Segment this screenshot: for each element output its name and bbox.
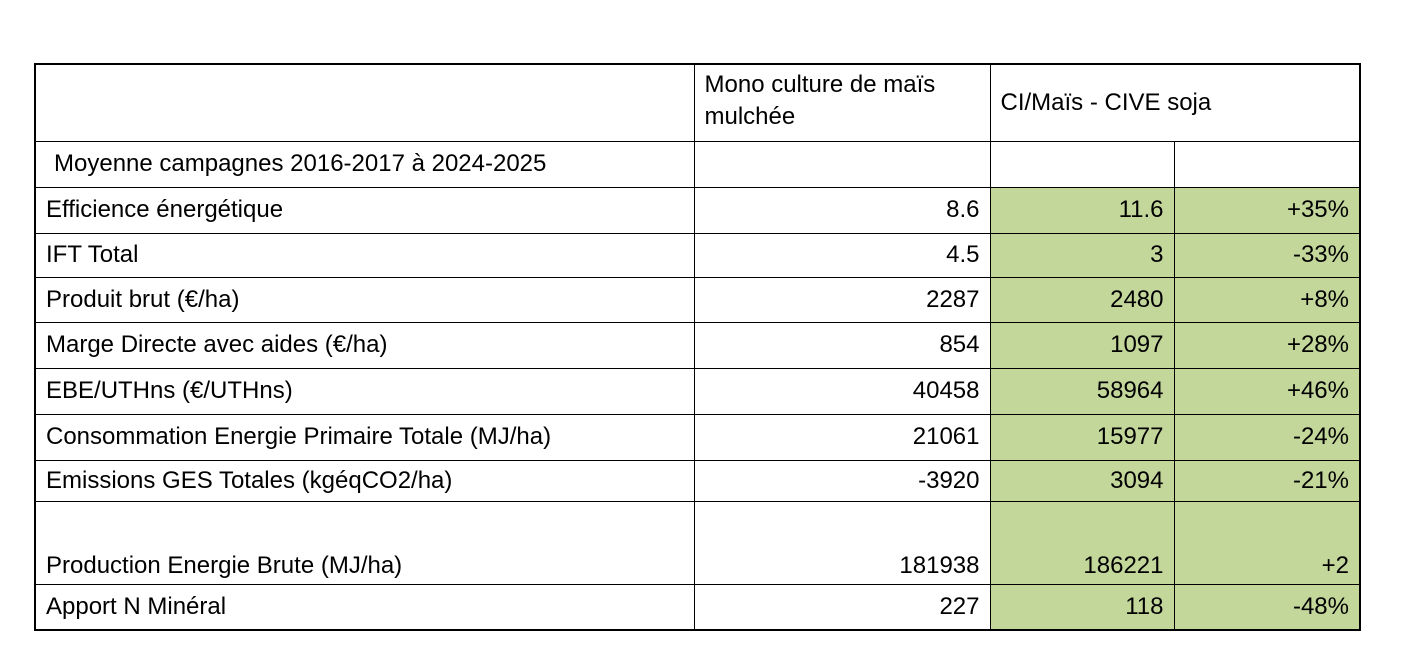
ci-value: 118 (990, 584, 1174, 630)
period-empty-diff (1174, 141, 1360, 187)
row-label: Production Energie Brute (MJ/ha) (35, 501, 694, 584)
header-row (35, 64, 1360, 141)
ci-value: 1097 (990, 322, 1174, 368)
mono-value: 227 (694, 584, 990, 630)
header-empty-cell (35, 64, 694, 141)
ci-value: 15977 (990, 414, 1174, 460)
comparison-table (34, 63, 1361, 631)
ci-value: 186221 (990, 501, 1174, 584)
diff-value: +35% (1174, 187, 1360, 233)
table-row (35, 368, 1360, 414)
mono-value: 2287 (694, 277, 990, 322)
row-label: Apport N Minéral (35, 584, 694, 630)
diff-value: -24% (1174, 414, 1360, 460)
ci-value: 2480 (990, 277, 1174, 322)
table-row (35, 501, 1360, 584)
row-label: Consommation Energie Primaire Totale (MJ/ha) (35, 414, 694, 460)
mono-value: 40458 (694, 368, 990, 414)
diff-value: -33% (1174, 233, 1360, 277)
header-mono-culture: Mono culture de maïs mulchée (694, 64, 990, 141)
period-empty-mono (694, 141, 990, 187)
ci-value: 11.6 (990, 187, 1174, 233)
row-label: EBE/UTHns (€/UTHns) (35, 368, 694, 414)
diff-value: -48% (1174, 584, 1360, 630)
row-label: IFT Total (35, 233, 694, 277)
ci-value: 3 (990, 233, 1174, 277)
table-row (35, 322, 1360, 368)
diff-value: +8% (1174, 277, 1360, 322)
row-label: Marge Directe avec aides (€/ha) (35, 322, 694, 368)
diff-value: +46% (1174, 368, 1360, 414)
period-label: Moyenne campagnes 2016-2017 à 2024-2025 (35, 141, 694, 187)
table-row (35, 460, 1360, 501)
mono-value: 8.6 (694, 187, 990, 233)
table-row (35, 277, 1360, 322)
table-row (35, 584, 1360, 630)
row-label: Produit brut (€/ha) (35, 277, 694, 322)
period-empty-ci (990, 141, 1174, 187)
ci-value: 58964 (990, 368, 1174, 414)
period-row (35, 141, 1360, 187)
mono-value: 181938 (694, 501, 990, 584)
diff-value: +2 (1174, 501, 1360, 584)
mono-value: 4.5 (694, 233, 990, 277)
header-ci-mais-cive-soja: CI/Maïs - CIVE soja (990, 64, 1360, 141)
mono-value: 21061 (694, 414, 990, 460)
diff-value: +28% (1174, 322, 1360, 368)
mono-value: 854 (694, 322, 990, 368)
ci-value: 3094 (990, 460, 1174, 501)
mono-value: -3920 (694, 460, 990, 501)
row-label: Efficience énergétique (35, 187, 694, 233)
table-row (35, 414, 1360, 460)
table-row (35, 187, 1360, 233)
row-label: Emissions GES Totales (kgéqCO2/ha) (35, 460, 694, 501)
diff-value: -21% (1174, 460, 1360, 501)
table-row (35, 233, 1360, 277)
